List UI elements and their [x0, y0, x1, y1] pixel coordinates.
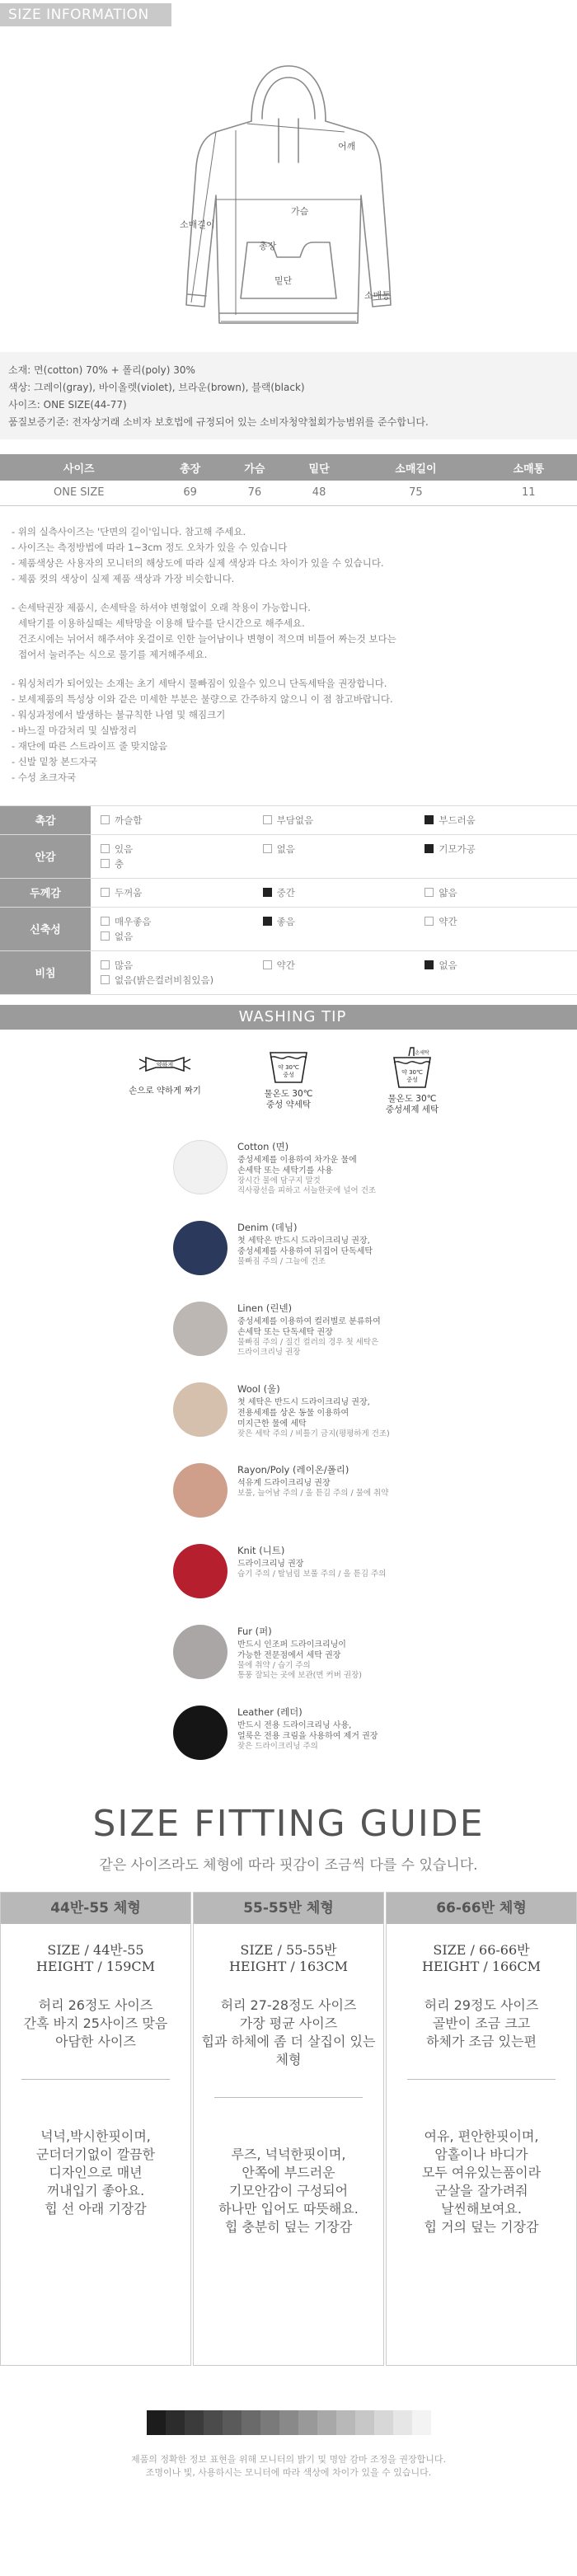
hand-wash-icon [389, 1046, 435, 1091]
feature-option [91, 951, 253, 994]
hand-wash-item [367, 1046, 457, 1115]
fitting-height: HEIGHT / 166CM [421, 1958, 542, 1974]
feature-option [91, 908, 253, 950]
fabric-care-text: 중성세제를 이용하여 컬러별로 분류하여 [237, 1316, 381, 1326]
material-line: 소재: 면(cotton) 70% + 폴리(poly) 30% [8, 364, 195, 376]
feature-row [0, 951, 577, 995]
note-line: - 제품 컷의 색상이 실제 제품 색상과 가장 비슷합니다. [12, 572, 235, 584]
hoodie-outline [0, 26, 577, 352]
feature-option [415, 879, 577, 907]
fitting-column [193, 1892, 384, 2366]
fabric-caution-text: 드라이크리닝 권장 [237, 1347, 301, 1357]
gradient-swatch [374, 2410, 393, 2435]
fabric-care-list [0, 1124, 577, 1786]
feature-name: 신축성 [0, 908, 91, 950]
hand-neutral-label: 중성 [406, 1076, 418, 1083]
fitting-guide-subtitle: 같은 사이즈라도 체형에 따라 핏감이 조금씩 다를 수 있습니다. [99, 1856, 478, 1874]
fitting-divider [214, 2097, 363, 2098]
unchecked-box-icon [425, 917, 434, 926]
fabric-swatch [173, 1625, 228, 1679]
note-line: 세탁기를 이용하실때는 세탁망을 이용해 탈수를 단시간으로 해주세요. [18, 617, 305, 629]
feature-option [415, 835, 577, 878]
feature-option-label: 있음 [115, 842, 134, 855]
fitting-fit-text: 여유, 편안한핏이며, [424, 2128, 539, 2144]
fabric-care-text: 손세탁 또는 단독세탁 권장 [237, 1327, 333, 1337]
td-chest: 76 [223, 481, 287, 505]
feature-row [0, 879, 577, 908]
fitting-guide-columns [0, 1892, 577, 2366]
label-shoulder: 어깨 [338, 141, 356, 152]
feature-option-label: 중간 [276, 886, 295, 899]
th-size: 사이즈 [0, 454, 158, 481]
fabric-item [173, 1706, 577, 1786]
unchecked-box-icon [101, 859, 110, 868]
fabric-name: Knit (니트) [237, 1544, 285, 1556]
gradient-swatch [242, 2410, 260, 2435]
checked-box-icon [425, 844, 434, 853]
fabric-care-text: 드라이크리닝 권장 [237, 1559, 304, 1569]
wring-icon-label: 약하게 [156, 1061, 174, 1068]
feature-option [253, 879, 415, 907]
td-size: ONE SIZE [0, 481, 158, 505]
fabric-swatch [173, 1463, 228, 1518]
fabric-care-text: 반드시 전용 드라이크리닝 사용, [237, 1720, 352, 1730]
footer-line-2: 조명이나 빛, 사용하시는 모니터에 따라 색상에 차이가 있을 수 있습니다. [145, 2466, 432, 2478]
fitting-fit-text: 군살을 잘가려줘 [434, 2182, 528, 2198]
note-line: - 재단에 따른 스트라이프 줄 맞지않음 [12, 739, 168, 752]
warranty-line: 품질보증기준: 전자상거래 소비자 보호법에 규정되어 있는 소비자청약철회가능범위를 준수합니다. [8, 416, 429, 428]
wash-tub-icon [265, 1046, 312, 1086]
fabric-name: Leather (레더) [237, 1706, 303, 1718]
note-line: - 워싱과정에서 발생하는 불규칙한 나염 및 해짐크기 [12, 708, 226, 720]
fabric-name: Fur (퍼) [237, 1625, 272, 1637]
feature-option [415, 908, 577, 950]
gradient-swatch [204, 2410, 223, 2435]
label-chest: 가슴 [291, 206, 309, 217]
gradient-swatch [223, 2410, 242, 2435]
footer-notice [0, 2453, 577, 2480]
unchecked-box-icon [263, 815, 272, 824]
fitting-column [0, 1892, 191, 2366]
fitting-column-header: 55-55반 체형 [194, 1893, 383, 1924]
fitting-fit-text: 넉넉,박시한핏이며, [40, 2128, 151, 2144]
feature-option [415, 951, 577, 994]
note-line: - 신발 밑창 본드자국 [12, 755, 97, 767]
feature-name: 안감 [0, 835, 91, 878]
th-hem: 밑단 [287, 454, 351, 481]
fabric-caution-text: 물빠짐 주의 / 질긴 컬러의 경우 첫 세탁은 [237, 1337, 379, 1347]
note-line: - 제품색상은 사용자의 모니터의 해상도에 따라 실제 색상과 다소 차이가 있을 수 있습니다. [12, 556, 384, 569]
hand-wash-label: 손세탁 [415, 1049, 429, 1056]
unchecked-box-icon [101, 888, 110, 897]
feature-row [0, 835, 577, 879]
size-line: 사이즈: ONE SIZE(44-77) [8, 399, 127, 411]
unchecked-box-icon [101, 931, 110, 941]
washing-tip-header [0, 1005, 577, 1030]
size-table-header [0, 454, 577, 481]
feature-name: 비침 [0, 951, 91, 994]
fitting-size: SIZE / 66-66반 [433, 1941, 530, 1958]
th-sleeve: 소매길이 [351, 454, 480, 481]
feature-option-label: 없음 [115, 930, 134, 942]
fitting-body-text: 골반이 조금 크고 [432, 2015, 531, 2031]
hand-temp-label: 약 30℃ [401, 1068, 423, 1076]
fabric-care-text: 중성세제를 사용하여 뒤집어 단독세탁 [237, 1246, 373, 1256]
fabric-item [173, 1221, 577, 1302]
fitting-fit-text: 힙 충분히 덮는 기장감 [224, 2218, 353, 2235]
fabric-care-text: 전용세제를 상온 동물 이용하여 [237, 1408, 349, 1418]
gradient-swatch [147, 2410, 166, 2435]
fitting-fit-text: 안쪽에 부드러운 [242, 2164, 335, 2180]
fitting-fit-text: 기모안감이 구성되어 [228, 2182, 349, 2198]
fitting-body-text: 허리 26정도 사이즈 [38, 1997, 153, 2013]
checked-box-icon [425, 960, 434, 969]
fitting-fit-text: 꺼내입기 좋아요. [46, 2182, 145, 2198]
fitting-height: HEIGHT / 163CM [228, 1958, 349, 1974]
th-chest: 가슴 [223, 454, 287, 481]
unchecked-box-icon [101, 975, 110, 984]
unchecked-box-icon [101, 960, 110, 969]
gradient-swatch [298, 2410, 317, 2435]
gradient-swatch [412, 2410, 431, 2435]
feature-option-label: 약간 [439, 915, 457, 927]
th-length: 총장 [158, 454, 223, 481]
fitting-size: SIZE / 44반-55 [47, 1941, 144, 1958]
fabric-caution-text: 통풍 잘되는 곳에 보관(면 커버 권장) [237, 1670, 362, 1680]
gradient-swatch [355, 2410, 374, 2435]
feature-option-label: 많음 [115, 959, 134, 971]
fitting-body-text: 허리 27-28정도 사이즈 [220, 1997, 357, 2013]
size-information-header [0, 3, 171, 26]
fitting-fit-text: 루즈, 넉넉한핏이며, [231, 2146, 346, 2162]
fitting-fit-text: 힙 선 아래 기장감 [45, 2200, 147, 2217]
feature-option-label: 없음 [276, 842, 295, 855]
td-sleeve: 75 [351, 481, 480, 505]
fitting-fit-text: 하나만 입어도 따뜻해요. [218, 2200, 359, 2217]
fitting-body-text: 체형 [275, 2051, 302, 2067]
feature-option [91, 806, 253, 834]
fabric-care-text: 첫 세탁은 반드시 드라이크리닝 권장, [237, 1236, 370, 1246]
note-line: - 위의 실측사이즈는 '단면의 길이'입니다. 참고해 주세요. [12, 525, 246, 537]
fitting-guide-title: SIZE FITTING GUIDE [92, 1802, 485, 1845]
wash-neutral-label: 중성 [283, 1071, 294, 1078]
fabric-care-text: 반드시 인조퍼 드라이크리닝이 [237, 1640, 346, 1649]
fabric-care-text: 중성세제를 이용하여 차가운 물에 [237, 1155, 357, 1165]
size-information-title: SIZE INFORMATION [8, 7, 149, 23]
wash-30-caption: 물온도 30℃ 중성 약세탁 [264, 1088, 313, 1110]
feature-option [253, 951, 415, 994]
feature-option [253, 908, 415, 950]
label-hem: 밑단 [274, 275, 293, 286]
fabric-care-text: 손세탁 또는 세탁기를 사용 [237, 1166, 333, 1175]
checked-box-icon [425, 815, 434, 824]
checked-box-icon [263, 888, 272, 897]
feature-option-label: 매우좋음 [115, 915, 152, 927]
fabric-item [173, 1463, 577, 1544]
feature-option-label: 좋음 [276, 915, 295, 927]
checked-box-icon [263, 917, 272, 926]
fabric-caution-text: 보풀, 늘어남 주의 / 올 튿김 주의 / 물에 취약 [237, 1488, 389, 1498]
note-line: - 사이즈는 측정방법에 따라 1~3cm 정도 오차가 있을 수 있습니다 [12, 541, 288, 553]
fabric-name: Cotton (면) [237, 1140, 289, 1152]
fabric-swatch [173, 1302, 228, 1356]
feature-table [0, 805, 577, 995]
fabric-swatch [173, 1382, 228, 1437]
fitting-fit-text: 암홀이나 바디가 [434, 2146, 528, 2162]
fitting-column [386, 1892, 577, 2366]
fabric-care-text: 가능한 전문점에서 세탁 권장 [237, 1650, 341, 1660]
fitting-column-header: 44반-55 체형 [1, 1893, 190, 1924]
fabric-swatch [173, 1221, 228, 1275]
washing-icons [0, 1030, 577, 1124]
note-line: - 손세탁권장 제품시, 손세탁을 하셔야 변형없이 오래 착용이 가능합니다. [12, 601, 311, 613]
feature-option-label: 부드러움 [439, 814, 476, 826]
fitting-column-header: 66-66반 체형 [387, 1893, 576, 1924]
td-cuff: 11 [481, 481, 577, 505]
fabric-name: Linen (린넨) [237, 1302, 293, 1314]
fabric-caution-text: 잦은 세탁 주의 / 비틀기 금지(평평하게 건조) [237, 1429, 390, 1438]
fabric-name: Denim (데님) [237, 1221, 298, 1233]
fabric-item [173, 1302, 577, 1382]
gradient-swatch [260, 2410, 279, 2435]
feature-option-label: 까슬함 [115, 814, 143, 826]
notes [0, 506, 577, 795]
unchecked-box-icon [425, 888, 434, 897]
fitting-body-text: 허리 29정도 사이즈 [424, 1997, 539, 2013]
feature-option-label: 얇음 [439, 886, 457, 899]
fitting-height: HEIGHT / 159CM [35, 1958, 156, 1974]
note-line: 건조시에는 뉘어서 해주셔야 옷걸이로 인한 늘어남이나 변형이 적으며 비틀어 짜는것 보다는 [18, 632, 396, 645]
fabric-care-text: 석유계 드라이크리닝 권장 [237, 1478, 331, 1488]
fitting-fit-text: 힙 거의 덮는 기장감 [424, 2218, 539, 2235]
fitting-body-text: 아담한 사이즈 [55, 2033, 136, 2049]
fabric-item [173, 1382, 577, 1463]
feature-option-label: 없음(밝은컬러비침있음) [115, 974, 214, 986]
table-row [0, 481, 577, 505]
fitting-fit-text: 날씬해보여요. [441, 2200, 522, 2217]
unchecked-box-icon [263, 844, 272, 853]
unchecked-box-icon [263, 960, 272, 969]
wash-temp-label: 약 30℃ [278, 1063, 299, 1071]
fitting-body-text: 하체가 조금 있는편 [426, 2033, 537, 2049]
fabric-name: Rayon/Poly (레이온/폴리) [237, 1463, 349, 1476]
wring-caption: 손으로 약하게 짜기 [129, 1085, 201, 1096]
unchecked-box-icon [101, 844, 110, 853]
feature-name: 촉감 [0, 806, 91, 834]
feature-name: 두께감 [0, 879, 91, 907]
fabric-swatch [173, 1544, 228, 1598]
fabric-care-text: 얼룩은 전용 크림을 사용하여 제거 권장 [237, 1731, 378, 1741]
fabric-swatch [173, 1706, 228, 1760]
fabric-caution-text: 물빠짐 주의 / 그늘에 건조 [237, 1256, 326, 1266]
fabric-item [173, 1625, 577, 1706]
wring-gently-item [120, 1046, 210, 1115]
feature-option-label: 부담없음 [276, 814, 314, 826]
fitting-body-text: 힙과 하체에 좀 더 살집이 있는 [201, 2033, 376, 2049]
fabric-caution-text: 습기 주의 / 탈님림 보풀 주의 / 올 튿김 주의 [237, 1569, 387, 1579]
brightness-gradient-bar [0, 2410, 577, 2435]
feature-row [0, 908, 577, 951]
feature-option-label: 두꺼움 [115, 886, 143, 899]
gradient-swatch [279, 2410, 298, 2435]
gradient-swatch [317, 2410, 336, 2435]
gradient-swatch [185, 2410, 204, 2435]
note-line: - 수성 초크자국 [12, 771, 77, 783]
feature-option [91, 835, 253, 878]
fabric-caution-text: 장시간 물에 담구지 말것 [237, 1175, 321, 1185]
fabric-care-text: 첫 세탁은 반드시 드라이크리닝 권장, [237, 1397, 370, 1407]
hoodie-diagram [0, 26, 577, 352]
label-cuff: 소매통 [364, 290, 391, 301]
feature-option [253, 835, 415, 878]
fabric-care-text: 미지근한 물에 세탁 [237, 1419, 307, 1429]
fabric-item [173, 1140, 577, 1221]
fitting-body-text: 간혹 바지 25사이즈 맞음 [23, 2015, 168, 2031]
fitting-divider [21, 2079, 170, 2080]
fitting-fit-text: 모두 여유있는품이라 [421, 2164, 542, 2180]
fitting-fit-text: 디자인으로 매년 [49, 2164, 143, 2180]
feature-option-label: 약간 [276, 959, 295, 971]
feature-option [253, 806, 415, 834]
wring-icon [136, 1046, 194, 1082]
fabric-caution-text: 직사광선을 피하고 서늘한곳에 널어 건조 [237, 1185, 377, 1195]
fabric-caution-text: 물에 취약 / 습기 주의 [237, 1660, 311, 1670]
label-length: 총장 [259, 241, 277, 251]
feature-row [0, 806, 577, 835]
footer-line-1: 제품의 정확한 정보 표현을 위해 모니터의 밝기 및 명암 감마 조정을 권장합니다. [131, 2453, 446, 2465]
unchecked-box-icon [101, 917, 110, 926]
fitting-divider [407, 2079, 556, 2080]
td-length: 69 [158, 481, 223, 505]
size-table [0, 454, 577, 506]
gradient-swatch [336, 2410, 355, 2435]
feature-option-label: 기모가공 [439, 842, 476, 855]
wash-30-item [243, 1046, 334, 1115]
unchecked-box-icon [101, 815, 110, 824]
hand-wash-caption: 물온도 30℃ 중성세제 세탁 [385, 1093, 439, 1114]
fitting-fit-text: 군더더기없이 깔끔한 [35, 2146, 156, 2162]
gradient-swatch [393, 2410, 412, 2435]
td-hem: 48 [287, 481, 351, 505]
label-sleeve: 소매길이 [180, 219, 215, 230]
th-cuff: 소매통 [481, 454, 577, 481]
note-line: 접어서 눌러주는 식으로 물기를 제거해주세요. [18, 648, 208, 660]
color-line: 색상: 그레이(gray), 바이올렛(violet), 브라운(brown), 블랙(black) [8, 382, 305, 393]
fitting-size: SIZE / 55-55반 [240, 1941, 337, 1958]
material-info [0, 352, 577, 439]
gradient-swatch [166, 2410, 185, 2435]
note-line: - 바느질 마감처리 및 실밥정리 [12, 724, 138, 736]
feature-option-label: 충 [115, 857, 124, 870]
note-line: - 워싱처리가 되어있는 소재는 초기 세탁시 물빠짐이 있을수 있으니 단독세탁을 권장합니다. [12, 677, 387, 689]
feature-option [91, 879, 253, 907]
fabric-caution-text: 잦은 드라이크리닝 주의 [237, 1741, 318, 1751]
fitting-body-text: 가장 평균 사이즈 [239, 2015, 338, 2031]
washing-tip-title: WASHING TIP [238, 1008, 347, 1025]
fabric-swatch [173, 1140, 228, 1194]
feature-option [415, 806, 577, 834]
note-line: - 보세제품의 특성상 이와 같은 미세한 부분은 불량으로 간주하지 않으니 이 점 참고바랍니다. [12, 692, 393, 705]
fabric-item [173, 1544, 577, 1625]
feature-option-label: 없음 [439, 959, 457, 971]
fabric-name: Wool (울) [237, 1382, 280, 1395]
